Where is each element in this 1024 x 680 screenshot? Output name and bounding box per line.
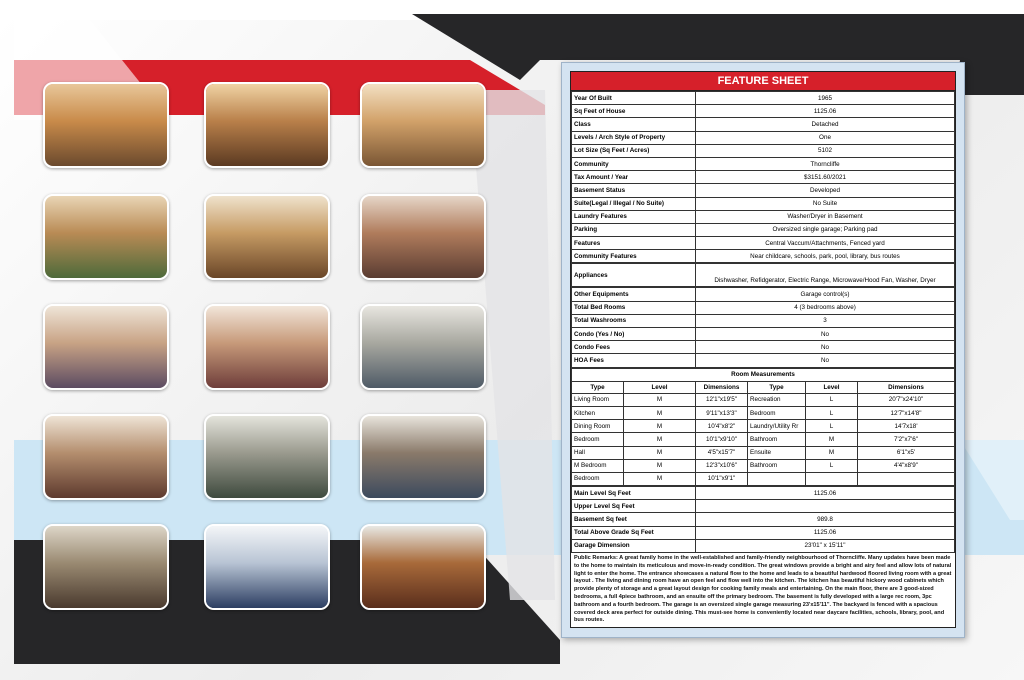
room-cell: M: [624, 472, 696, 485]
detail-label: Other Equipments: [572, 288, 696, 301]
detail-row: [572, 341, 955, 354]
public-remarks: Public Remarks: A great family home in the well-established and family-friendly neighbourhood of Thorncliffe. Many updates have been made to the home to maintain its meticulous and move-in-ready condition. The great windows provide a bright and airy feel and allow lots of natural light to enter the home. The entrance showcases a natural flow to the home and leads to a beautiful hardwood floored living room with a great layout . The living and dining room have an open feel and flow well into the kitchen. The kitchen has beautiful hickory wood cabinets which provide plenty of storage and a great layout design for cooking family meals and entertaining. On the main floor, there are 3 good-sized bedrooms, a full 4piece bathroom, and an ensuite off the primary bedroom. The basement is fully developed with a large rec room, 3pc bathroom and a fourth bedroom. The garage is an oversized single garage measuring 23'x15'11". The backyard is fenced with a spacious covered deck area perfect for outside dining. This must-see home is conveniently located near daycare facilities, schools, library, pool, and bus routes.: [574, 555, 952, 624]
room-cell: 6'1"x5': [858, 446, 955, 459]
detail-row: [572, 314, 955, 327]
room-cell: 12'7"x14'8": [858, 406, 955, 419]
room-row: [572, 459, 955, 472]
detail-label: Main Level Sq Feet: [572, 487, 696, 500]
detail-value: 1125.06: [696, 105, 955, 118]
detail-label: Levels / Arch Style of Property: [572, 131, 696, 144]
detail-row: [572, 250, 955, 263]
appliances-table: [571, 263, 955, 287]
detail-value: 989.8: [696, 513, 955, 526]
basement-stairs-photo: [204, 414, 330, 500]
photo-image: [362, 416, 484, 498]
property-details-2: [571, 287, 955, 367]
room-cell: Bedroom: [572, 433, 624, 446]
feature-sheet-title: FEATURE SHEET: [571, 72, 955, 91]
room-cell: Dining Room: [572, 420, 624, 433]
detail-label: Upper Level Sq Feet: [572, 500, 696, 513]
room-cell: M: [624, 446, 696, 459]
detail-value: No: [696, 341, 955, 354]
room-row: [572, 446, 955, 459]
kitchen-dining-photo: [204, 82, 330, 168]
detail-row: [572, 288, 955, 301]
room-cell: M: [624, 393, 696, 406]
room-measurements: [571, 368, 955, 487]
detail-value: Thorncliffe: [696, 157, 955, 170]
bedroom-photo: [360, 194, 486, 280]
room-cell: Living Room: [572, 393, 624, 406]
room-cell: M: [624, 459, 696, 472]
room-cell: Bedroom: [748, 406, 806, 419]
detail-label: HOA Fees: [572, 354, 696, 367]
room-cell: 10'1"x9'10": [696, 433, 748, 446]
detail-value: 4 (3 bedrooms above): [696, 301, 955, 314]
detail-value: 5102: [696, 144, 955, 157]
room-cell: L: [806, 393, 858, 406]
room-cell: L: [806, 459, 858, 472]
detail-value: Washer/Dryer in Basement: [696, 210, 955, 223]
photo-image: [45, 416, 167, 498]
detail-row: [572, 328, 955, 341]
detail-label: Lot Size (Sq Feet / Acres): [572, 144, 696, 157]
room-cell: M: [806, 433, 858, 446]
kitchen-cabinets-photo: [204, 194, 330, 280]
room-measurements-title: Room Measurements: [572, 368, 955, 381]
photo-image: [45, 196, 167, 278]
detail-row: [572, 184, 955, 197]
photo-image: [362, 84, 484, 166]
appliances-row: [572, 264, 955, 287]
property-details: [571, 91, 955, 263]
room-cell: M: [624, 406, 696, 419]
photo-image: [206, 306, 328, 388]
rec-room-photo: [360, 414, 486, 500]
photo-image: [206, 416, 328, 498]
room-cell: 9'11"x13'3": [696, 406, 748, 419]
detail-row: [572, 157, 955, 170]
detail-row: [572, 171, 955, 184]
room-cell: Laundry/Utility Rr: [748, 420, 806, 433]
detail-row: [572, 513, 955, 526]
room-cell: [858, 472, 955, 485]
detail-value: $3151.60/2021: [696, 171, 955, 184]
detail-value: 3: [696, 314, 955, 327]
detail-value: No: [696, 354, 955, 367]
ensuite-photo: [43, 414, 169, 500]
detail-row: [572, 92, 955, 105]
detail-value: 23'01" x 15'11": [696, 539, 955, 552]
room-cell: M: [624, 433, 696, 446]
feature-sheet-table: [570, 71, 956, 628]
room-cell: 14'7x18': [858, 420, 955, 433]
detail-row: [572, 210, 955, 223]
detail-value: Oversized single garage; Parking pad: [696, 223, 955, 236]
room-cell: Bathroom: [748, 459, 806, 472]
room-header-row: [572, 381, 955, 393]
room-header-cell: Dimensions: [696, 381, 748, 393]
detail-row: [572, 539, 955, 552]
detail-row: [572, 500, 955, 513]
room-cell: 10'4"x8'2": [696, 420, 748, 433]
room-cell: 20'7"x24'10": [858, 393, 955, 406]
detail-label: Total Above Grade Sq Feet: [572, 526, 696, 539]
room-cell: Recreation: [748, 393, 806, 406]
room-cell: L: [806, 420, 858, 433]
appliances-value: Dishwasher, Refidgerator, Electric Range, Microwave/Hood Fan, Washer, Dryer: [696, 264, 955, 287]
room-row: [572, 406, 955, 419]
kitchen-counter-photo: [43, 194, 169, 280]
detail-row: [572, 197, 955, 210]
detail-label: Condo (Yes / No): [572, 328, 696, 341]
bedroom-2-photo: [43, 304, 169, 390]
detail-label: Laundry Features: [572, 210, 696, 223]
room-cell: M: [624, 420, 696, 433]
detail-label: Garage Dimension: [572, 539, 696, 552]
appliances-label: Appliances: [572, 264, 696, 287]
detail-label: Community: [572, 157, 696, 170]
room-header-cell: Level: [806, 381, 858, 393]
photo-image: [362, 526, 484, 608]
photo-image: [206, 526, 328, 608]
photo-image: [206, 84, 328, 166]
photo-image: [45, 306, 167, 388]
bunk-bedroom-photo: [204, 304, 330, 390]
living-room-photo: [43, 82, 169, 168]
backyard-photo: [204, 524, 330, 610]
detail-row: [572, 144, 955, 157]
photo-image: [362, 306, 484, 388]
detail-label: Total Bed Rooms: [572, 301, 696, 314]
room-cell: 12'3"x10'6": [696, 459, 748, 472]
detail-row: [572, 237, 955, 250]
detail-value: Detached: [696, 118, 955, 131]
room-cell: Hall: [572, 446, 624, 459]
room-cell: [806, 472, 858, 485]
detail-label: Class: [572, 118, 696, 131]
detail-value: 1125.06: [696, 487, 955, 500]
room-cell: 4'5"x15'7": [696, 446, 748, 459]
photo-image: [206, 196, 328, 278]
detail-row: [572, 301, 955, 314]
detail-label: Basement Sq feet: [572, 513, 696, 526]
detail-label: Tax Amount / Year: [572, 171, 696, 184]
detail-label: Community Features: [572, 250, 696, 263]
room-row: [572, 393, 955, 406]
detail-row: [572, 487, 955, 500]
room-cell: M: [806, 446, 858, 459]
room-cell: Bedroom: [572, 472, 624, 485]
room-header-cell: Level: [624, 381, 696, 393]
room-header-cell: Type: [572, 381, 624, 393]
detail-label: Sq Feet of House: [572, 105, 696, 118]
square-footage: [571, 486, 955, 553]
detail-label: Suite(Legal / Illegal / No Suite): [572, 197, 696, 210]
detail-row: [572, 223, 955, 236]
room-cell: 4'4"x8'9": [858, 459, 955, 472]
feature-sheet: [561, 62, 965, 638]
room-cell: 7'2"x7'6": [858, 433, 955, 446]
detail-value: 1125.06: [696, 526, 955, 539]
detail-value: Central Vaccum/Attachments, Fenced yard: [696, 237, 955, 250]
photo-image: [45, 84, 167, 166]
detail-value: Near childcare, schools, park, pool, library, bus routes: [696, 250, 955, 263]
bathroom-photo: [360, 304, 486, 390]
detail-value: One: [696, 131, 955, 144]
room-cell: Ensuite: [748, 446, 806, 459]
detail-label: Basement Status: [572, 184, 696, 197]
room-cell: L: [806, 406, 858, 419]
room-cell: Kitchen: [572, 406, 624, 419]
photo-image: [45, 526, 167, 608]
room-row: [572, 433, 955, 446]
detail-label: Parking: [572, 223, 696, 236]
room-cell: Bathroom: [748, 433, 806, 446]
detail-row: [572, 526, 955, 539]
room-cell: M Bedroom: [572, 459, 624, 472]
detail-value: No: [696, 328, 955, 341]
room-cell: 12'1"x19'5": [696, 393, 748, 406]
kitchen-photo: [360, 82, 486, 168]
detail-row: [572, 131, 955, 144]
room-row: [572, 420, 955, 433]
room-header-cell: Type: [748, 381, 806, 393]
detail-value: 1965: [696, 92, 955, 105]
detail-label: Condo Fees: [572, 341, 696, 354]
detail-row: [572, 118, 955, 131]
room-cell: [748, 472, 806, 485]
room-header-cell: Dimensions: [858, 381, 955, 393]
detail-label: Total Washrooms: [572, 314, 696, 327]
detail-label: Year Of Built: [572, 92, 696, 105]
detail-row: [572, 105, 955, 118]
detail-value: Developed: [696, 184, 955, 197]
detail-value: No Suite: [696, 197, 955, 210]
detail-row: [572, 354, 955, 367]
detail-value: Garage control(s): [696, 288, 955, 301]
detail-label: Features: [572, 237, 696, 250]
deck-photo: [360, 524, 486, 610]
photo-image: [362, 196, 484, 278]
detail-value: [696, 500, 955, 513]
laundry-utility-photo: [43, 524, 169, 610]
room-cell: 10'1"x9'1": [696, 472, 748, 485]
room-row: [572, 472, 955, 485]
